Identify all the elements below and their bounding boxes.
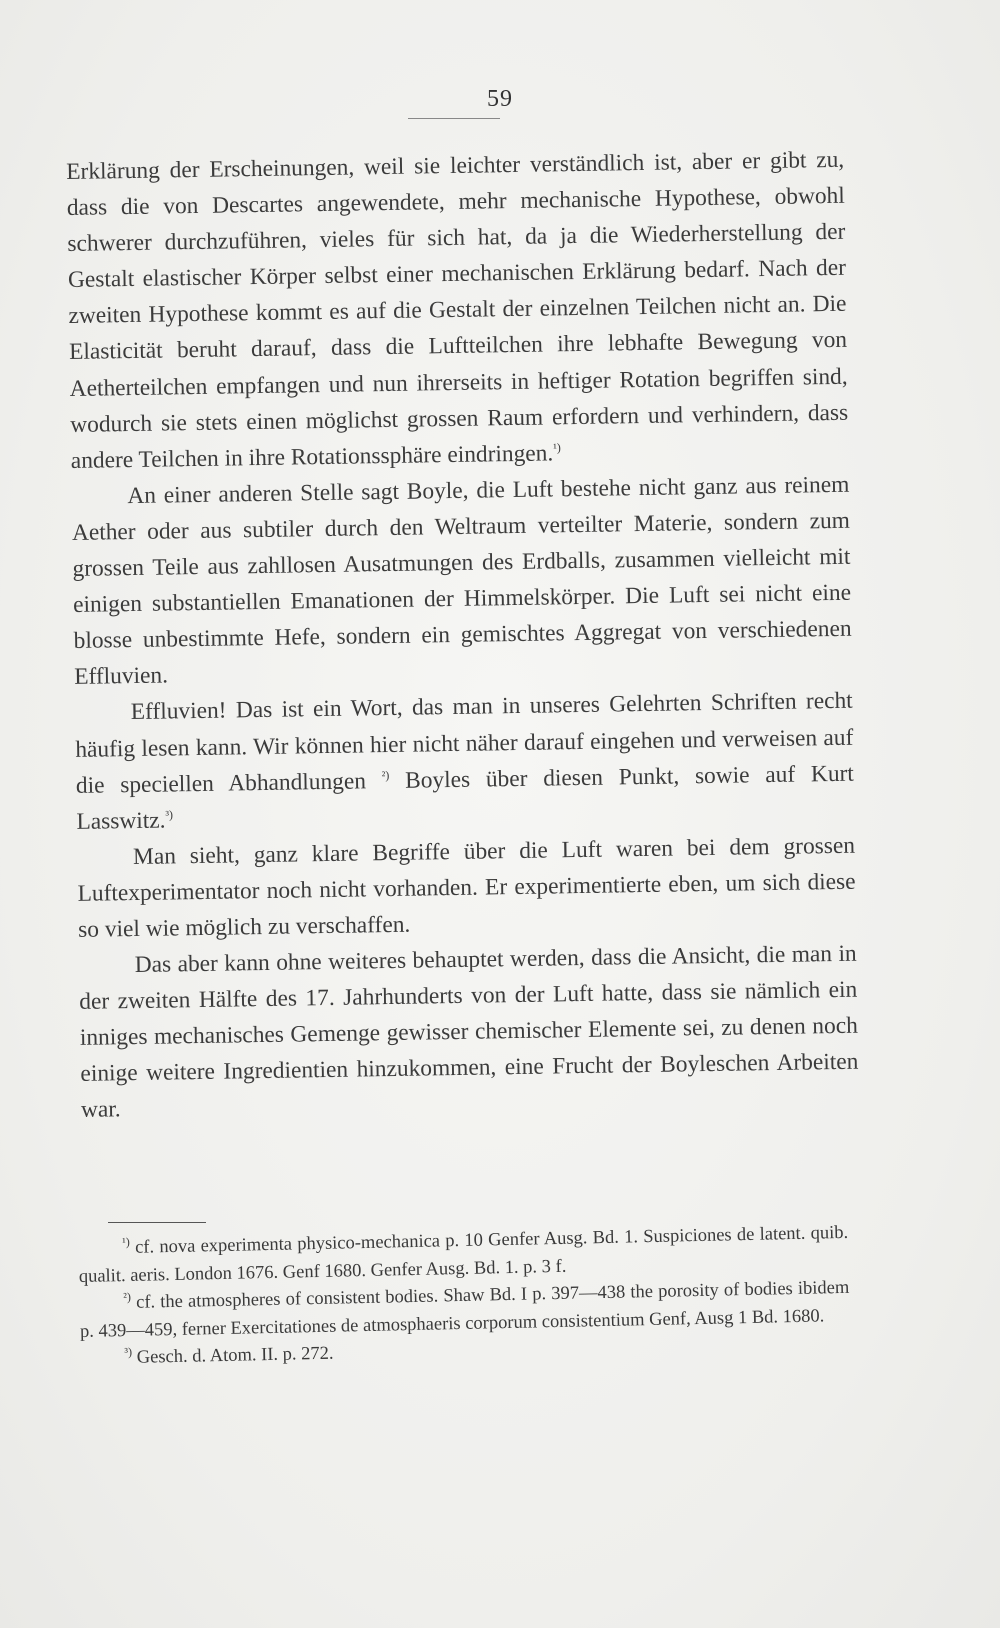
- page-number: 59: [487, 86, 513, 112]
- footnote-1-text: cf. nova experimenta physico-mechanica p. 10 Genfer Ausg. Bd. 1. Suspiciones de latent. quib. qualit. aeris. London 1676. Genf 1680. Genfer Ausg. Bd. 1. p. 3 f.: [78, 1222, 849, 1287]
- paragraph-3-text: Effluvien! Das ist ein Wort, das man in unseres Gelehrten Schriften recht häufig lesen kann. Wir können hier nicht näher darauf eingehen und verweisen auf die speciellen Abhandlungen: [75, 688, 854, 799]
- footnote-ref-3: ³): [165, 807, 174, 822]
- paragraph-4: Man sieht, ganz klare Begriffe über die Luft waren bei dem grossen Luftexperimentator noch nicht vorhanden. Er experimentierte eben, um sich diese so viel wie möglich zu verschaffen.: [77, 832, 856, 943]
- paragraph-3: [75, 683, 855, 840]
- paragraph-1-text: Erklärung der Erscheinungen, weil sie leichter verständlich ist, aber er gibt zu, dass die von Descartes angewendete, mehr mechanische Hypothese, obwohl schwerer durchzuführen, vieles für sich hat, da ja die Wiederherstellung der Gestalt elastischer Körper selbst einer mechanischen Erklärung bedarf. Nach der zweiten Hypothese kommt es auf die Gestalt der einzelnen Teilchen nicht an. Die Elasticität beruht darauf, dass die Luftteilchen ihre lebhafte Bewegung von Aetherteilchen empfangen und nun ihrerseits in heftiger Rotation begriffen sind, wodurch sie stets einen möglichst grossen Raum erfordern und verhindern, dass andere Teilchen in ihre Rotationssphäre eindringen.: [66, 146, 849, 474]
- body-text: [66, 142, 859, 1129]
- footnote-divider: [108, 1222, 206, 1223]
- footnotes: [78, 1220, 851, 1374]
- footnote-2-text: cf. the atmospheres of consistent bodies. Shaw Bd. I p. 397—438 the porosity of bodies ibidem p. 439—459, ferner Exercitationes de atmosphaeris corporum consistentium Genf, Ausg 1 Bd. 1680.: [79, 1277, 850, 1342]
- footnote-3-text: Gesch. d. Atom. II. p. 272.: [136, 1343, 334, 1368]
- footnote-ref-2: ²): [381, 767, 390, 782]
- footnote-1-marker: ¹): [121, 1234, 130, 1249]
- paragraph-2: An einer anderen Stelle sagt Boyle, die Luft bestehe nicht ganz aus reinem Aether oder aus subtiler durch den Weltraum verteilter Materie, sondern zum grossen Teile aus zahllosen Ausatmungen des Erdballs, zusammen vielleicht mit einigen substantiellen Emanationen der Himmelskörper. Die Luft sei nicht eine blosse unbestimmte Hefe, sondern ein gemischtes Aggregat von verschiedenen Effluvien.: [71, 471, 852, 691]
- paragraph-5: Das aber kann ohne weiteres behauptet werden, dass die Ansicht, die man in der zweiten Hälfte des 17. Jahrhunderts von der Luft hatte, dass sie nämlich ein inniges mechanisches Gemenge gewisser chemischer Elemente sei, zu denen noch einige weitere Ingredientien hinzukommen, eine Frucht der Boyleschen Arbeiten war.: [79, 940, 859, 1124]
- paragraph-1: [66, 142, 849, 479]
- paragraph-3-tail: Boyles über diesen Punkt, sowie auf Kurt Lasswitz.: [76, 760, 855, 835]
- footnote-3-marker: ³): [124, 1344, 133, 1359]
- footnote-ref-1: ¹): [553, 440, 561, 455]
- page-number-rule: [408, 118, 500, 119]
- footnote-2-marker: ²): [123, 1289, 132, 1304]
